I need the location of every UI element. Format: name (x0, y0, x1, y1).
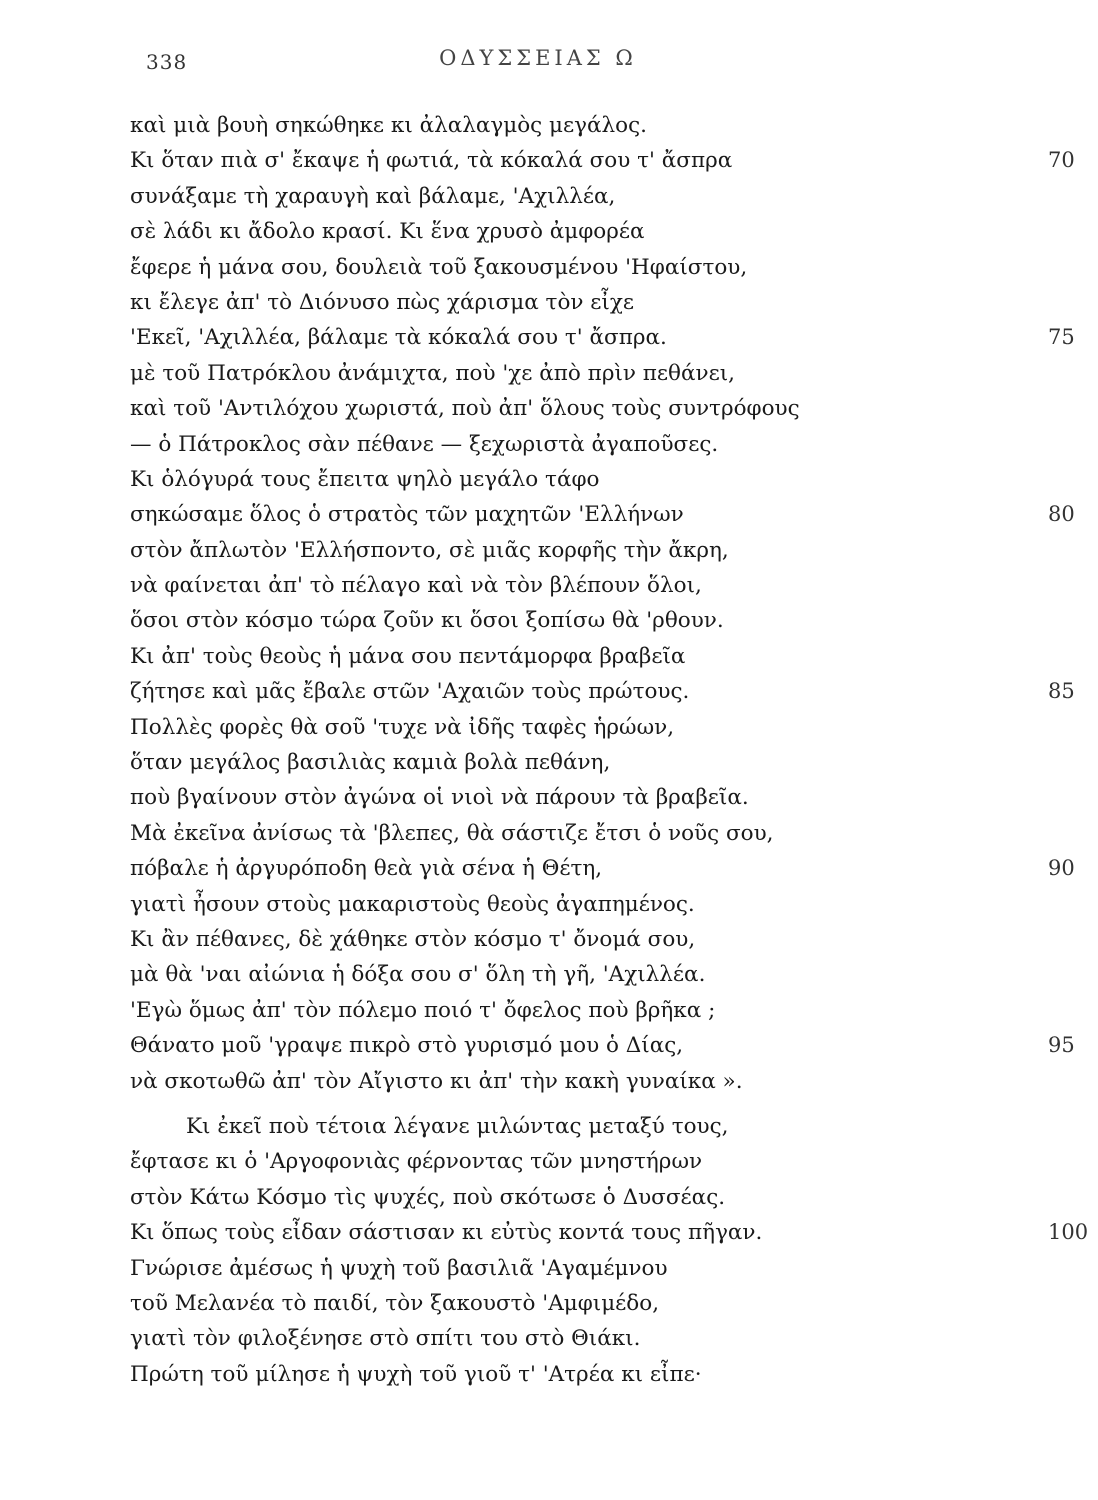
verse-text: ζήτησε καὶ μᾶς ἔβαλε στῶν 'Αχαιῶν τοὺς πρώτους. (130, 679, 690, 705)
verse-text: νὰ σκοτωθῶ ἀπ' τὸν Αἴγιστο κι ἀπ' τὴν κακὴ γυναίκα ». (130, 1068, 743, 1094)
verse-line (130, 143, 1075, 178)
verse-line (130, 462, 830, 497)
verse-text: σὲ λάδι κι ἄδολο κρασί. Κι ἕνα χρυσὸ ἀμφορέα (130, 219, 645, 245)
verse-text: νὰ φαίνεται ἀπ' τὸ πέλαγο καὶ νὰ τὸν βλέπουν ὅλοι, (130, 573, 702, 599)
verse-line (130, 1180, 830, 1215)
line-number: 90 (1048, 856, 1075, 881)
verse-line (130, 179, 830, 214)
verse-text: ἔφερε ἡ μάνα σου, δουλειὰ τοῦ ξακουσμένου 'Ηφαίστου, (130, 254, 748, 280)
verse-line (130, 1357, 830, 1392)
verse-text: Κι ἐκεῖ ποὺ τέτοια λέγανε μιλώντας μεταξύ τους, (186, 1113, 729, 1139)
verse-line (130, 639, 830, 674)
verse-line (130, 1251, 830, 1286)
verse-line (130, 285, 830, 320)
verse-text: 'Εγὼ ὅμως ἀπ' τὸν πόλεμο ποιό τ' ὄφελος ποὺ βρῆκα ; (130, 997, 716, 1023)
verse-text: Θάνατο μοῦ 'γραψε πικρὸ στὸ γυρισμό μου ὁ Δίας, (130, 1033, 684, 1059)
line-number: 75 (1048, 325, 1075, 350)
verse-line (130, 603, 830, 638)
verse-line (130, 710, 830, 745)
verse-text: Κι ὅταν πιὰ σ' ἔκαψε ἡ φωτιά, τὰ κόκαλά σου τ' ἄσπρα (130, 148, 733, 174)
verse-line (130, 497, 1075, 532)
verse-text: πόβαλε ἡ ἀργυρόποδη θεὰ γιὰ σένα ἡ Θέτη, (130, 856, 603, 882)
verse-text: σηκώσαμε ὅλος ὁ στρατὸς τῶν μαχητῶν 'Ελλήνων (130, 502, 684, 528)
verse-line (130, 568, 830, 603)
verse-text: Γνώρισε ἀμέσως ἡ ψυχὴ τοῦ βασιλιᾶ 'Αγαμέμνου (130, 1255, 668, 1281)
verse-line (130, 320, 1075, 355)
verse-text: Πολλὲς φορὲς θὰ σοῦ 'τυχε νὰ ἰδῆς ταφὲς ἡρώων, (130, 714, 675, 740)
line-number: 95 (1048, 1033, 1075, 1058)
verse-line (130, 816, 830, 851)
verse-line (130, 108, 830, 143)
verse-text: ἔφτασε κι ὁ 'Αργοφονιὰς φέρνοντας τῶν μνηστήρων (130, 1149, 703, 1175)
verse-line (130, 922, 830, 957)
line-number: 70 (1048, 148, 1075, 173)
verse-text: συνάξαμε τὴ χαραυγὴ καὶ βάλαμε, 'Αχιλλέα, (130, 183, 616, 209)
verse-line (130, 391, 830, 426)
verse-text: καὶ τοῦ 'Αντιλόχου χωριστά, ποὺ ἀπ' ὅλους τοὺς συντρόφους (130, 396, 800, 422)
verse-line (130, 674, 1075, 709)
verse-line (130, 1028, 1075, 1063)
verse-line (130, 1144, 830, 1179)
verse-text: Μὰ ἐκεῖνα ἀνίσως τὰ 'βλεπες, θὰ σάστιζε ἔτσι ὁ νοῦς σου, (130, 820, 774, 846)
verse-text: Κι ἂν πέθανες, δὲ χάθηκε στὸν κόσμο τ' ὄνομά σου, (130, 926, 696, 952)
verse-line (130, 993, 830, 1028)
line-number: 85 (1048, 679, 1075, 704)
running-title: ΟΔΥΣΣΕΙΑΣ Ω (439, 46, 637, 70)
verse-line (130, 427, 830, 462)
verse-text: στὸν ἄπλωτὸν 'Ελλήσποντο, σὲ μιᾶς κορφῆς τὴν ἄκρη, (130, 537, 729, 563)
verse-text: καὶ μιὰ βουὴ σηκώθηκε κι ἀλαλαγμὸς μεγάλος. (130, 113, 647, 138)
verse-text: — ὁ Πάτροκλος σὰν πέθανε — ξεχωριστὰ ἀγαποῦσες. (130, 431, 719, 457)
verse-text: Κι ὅπως τοὺς εἶδαν σάστισαν κι εὐτὺς κοντά τους πῆγαν. (130, 1220, 763, 1246)
verse-line (130, 851, 1075, 886)
verse-line (130, 1215, 1089, 1250)
verse-line (130, 1286, 830, 1321)
verse-text: μὲ τοῦ Πατρόκλου ἀνάμιχτα, ποὺ 'χε ἀπὸ πρὶν πεθάνει, (130, 360, 735, 386)
verse-text: κι ἔλεγε ἀπ' τὸ Διόνυσο πὼς χάρισμα τὸν εἶχε (130, 289, 635, 315)
verse-text: Κι ὁλόγυρά τους ἔπειτα ψηλὸ μεγάλο τάφο (130, 466, 600, 492)
verse-text: τοῦ Μελανέα τὸ παιδί, τὸν ξακουστὸ 'Αμφιμέδο, (130, 1290, 660, 1316)
verse-text: ὅταν μεγάλος βασιλιὰς καμιὰ βολὰ πεθάνη, (130, 750, 611, 776)
verse-text: 'Εκεῖ, 'Αχιλλέα, βάλαμε τὰ κόκαλά σου τ' ἄσπρα. (130, 325, 667, 351)
verse-text: γιατὶ ἦσουν στοὺς μακαριστοὺς θεοὺς ἀγαπημένος. (130, 891, 695, 917)
verse-text: ποὺ βγαίνουν στὸν ἀγώνα οἱ νιοὶ νὰ πάρουν τὰ βραβεῖα. (130, 785, 749, 811)
verse-block (130, 108, 1089, 1392)
line-number: 80 (1048, 502, 1075, 527)
verse-line (130, 1064, 830, 1099)
verse-line (130, 745, 830, 780)
verse-line (130, 533, 830, 568)
verse-line (130, 887, 830, 922)
verse-line (130, 250, 830, 285)
verse-line (130, 214, 830, 249)
verse-line (130, 356, 830, 391)
verse-text: ὅσοι στὸν κόσμο τώρα ζοῦν κι ὅσοι ξοπίσω θὰ 'ρθουν. (130, 608, 724, 634)
verse-text: μὰ θὰ 'ναι αἰώνια ἡ δόξα σου σ' ὅλη τὴ γῆ, 'Αχιλλέα. (130, 962, 706, 988)
verse-line (130, 1321, 830, 1356)
verse-line (130, 957, 830, 992)
verse-text: στὸν Κάτω Κόσμο τὶς ψυχές, ποὺ σκότωσε ὁ Δυσσέας. (130, 1184, 726, 1210)
verse-line (130, 1109, 830, 1144)
verse-text: Πρώτη τοῦ μίλησε ἡ ψυχὴ τοῦ γιοῦ τ' 'Ατρέα κι εἶπε· (130, 1361, 702, 1387)
line-number: 100 (1048, 1220, 1089, 1245)
page-number: 338 (146, 50, 188, 74)
page-header (0, 44, 1076, 84)
verse-line (130, 780, 830, 815)
verse-text: γιατὶ τὸν φιλοξένησε στὸ σπίτι του στὸ Θιάκι. (130, 1326, 641, 1352)
verse-text: Κι ἀπ' τοὺς θεοὺς ἡ μάνα σου πεντάμορφα βραβεῖα (130, 643, 686, 669)
